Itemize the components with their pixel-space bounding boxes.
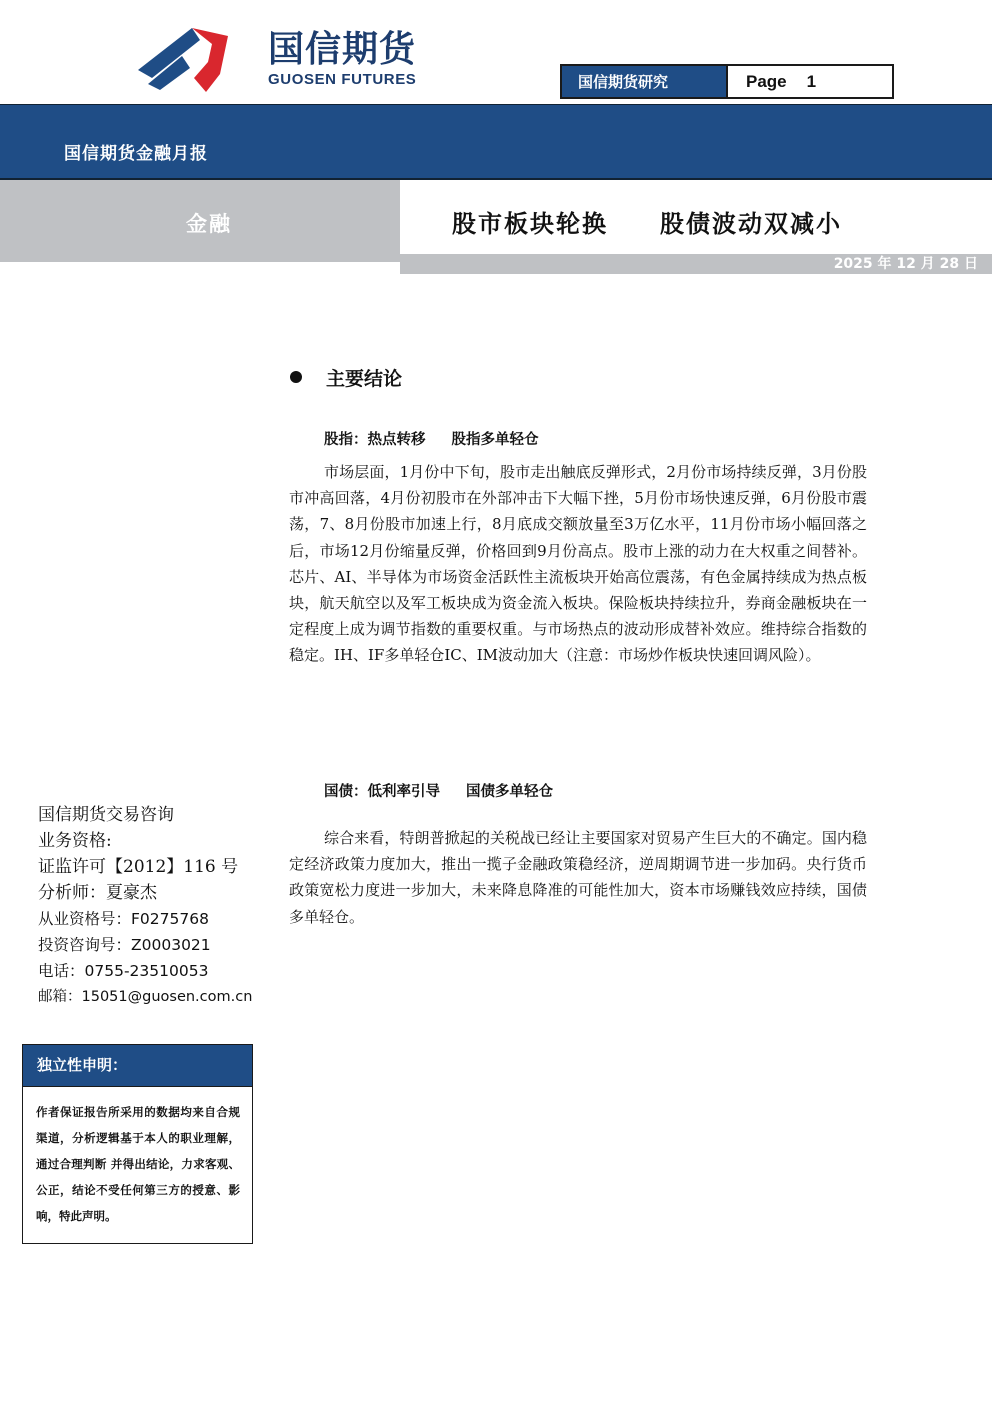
guosen-logo-icon: [134, 26, 230, 94]
bond-subtitle: [324, 780, 553, 801]
header-page-box: [560, 64, 894, 99]
category-label: 金融: [186, 212, 232, 236]
category-bar: [0, 180, 400, 262]
bullet-icon: [290, 371, 302, 383]
analyst-name: 分析师：夏豪杰: [38, 883, 157, 903]
stock-subtitle: [324, 428, 539, 449]
independence-statement-body: 作者保证报告所采用的数据均来自合规渠道，分析逻辑基于本人的职业理解，通过合理判断 并得出结论，力求客观、公正，结论不受任何第三方的授意、影响，特此声明。: [36, 1105, 240, 1223]
department-label: 国信期货研究: [562, 66, 728, 97]
page-label: Page: [746, 71, 787, 91]
page-number: 1: [806, 71, 817, 91]
report-date: 2025 年 12 月 28 日: [833, 256, 978, 272]
license-number: 证监许可【2012】116 号: [38, 857, 239, 877]
page-indicator: [728, 66, 892, 97]
report-headline: [452, 204, 842, 239]
independence-statement-title: 独立性申明：: [23, 1045, 252, 1087]
practice-cert-number: 从业资格号：F0275768: [38, 910, 209, 928]
headline-part-2: 股债波动双减小: [660, 209, 842, 238]
stock-paragraph: 市场层面，1月份中下旬，股市走出触底反弹形式，2月份市场持续反弹，3月份股市冲高回落，4月份初股市在外部冲击下大幅下挫，5月份市场快速反弹，6月份股市震荡，7、8月份股市加速上行，8月底成交额放量至3万亿水平，11月份市场小幅回落之后，市场12月份缩量反弹，价格回到9月份高点。股市上涨的动力在大权重之间替补。芯片、AI、半导体为市场资金活跃性主流板块开始高位震荡，有色金属持续成为热点板块，航天航空以及军工板块成为资金流入板块。保险板块持续拉升，券商金融板块在一定程度上成为调节指数的重要权重。与市场热点的波动形成替补效应。维持综合指数的稳定。IH、IF多单轻仓IC、IM波动加大（注意：市场炒作板块快速回调风险）。: [289, 463, 867, 665]
analyst-email: 邮箱：15051@guosen.com.cn: [38, 989, 253, 1005]
consulting-cert-number: 投资咨询号：Z0003021: [38, 936, 211, 954]
bond-subtitle-b: 国债多单轻仓: [466, 783, 553, 800]
logo-english-name: GUOSEN FUTURES: [268, 71, 417, 88]
headline-part-1: 股市板块轮换: [452, 209, 608, 238]
stock-subtitle-b: 股指多单轻仓: [451, 431, 539, 448]
date-strip: [400, 254, 992, 274]
qualification-label: 业务资格:: [38, 831, 112, 851]
stock-subtitle-a: 股指：热点转移: [324, 431, 426, 448]
independence-statement-box: [22, 1044, 253, 1244]
bond-paragraph: 综合来看，特朗普掀起的关税战已经让主要国家对贸易产生巨大的不确定。国内稳定经济政策力度加大，推出一揽子金融政策稳经济，逆周期调节进一步加码。央行货币政策宽松力度进一步加大，未来降息降准的可能性加大，资本市场赚钱效应持续，国债多单轻仓。: [289, 829, 867, 926]
analyst-info: [38, 802, 252, 1010]
logo-chinese-name: 国信期货: [268, 29, 417, 70]
qualification-org: 国信期货交易咨询: [38, 805, 174, 825]
report-banner: [0, 104, 992, 180]
analyst-phone: 电话：0755-23510053: [38, 962, 209, 980]
bond-subtitle-a: 国债：低利率引导: [324, 783, 440, 800]
section-title: 主要结论: [326, 368, 403, 390]
report-series-title: 国信期货金融月报: [64, 144, 208, 164]
